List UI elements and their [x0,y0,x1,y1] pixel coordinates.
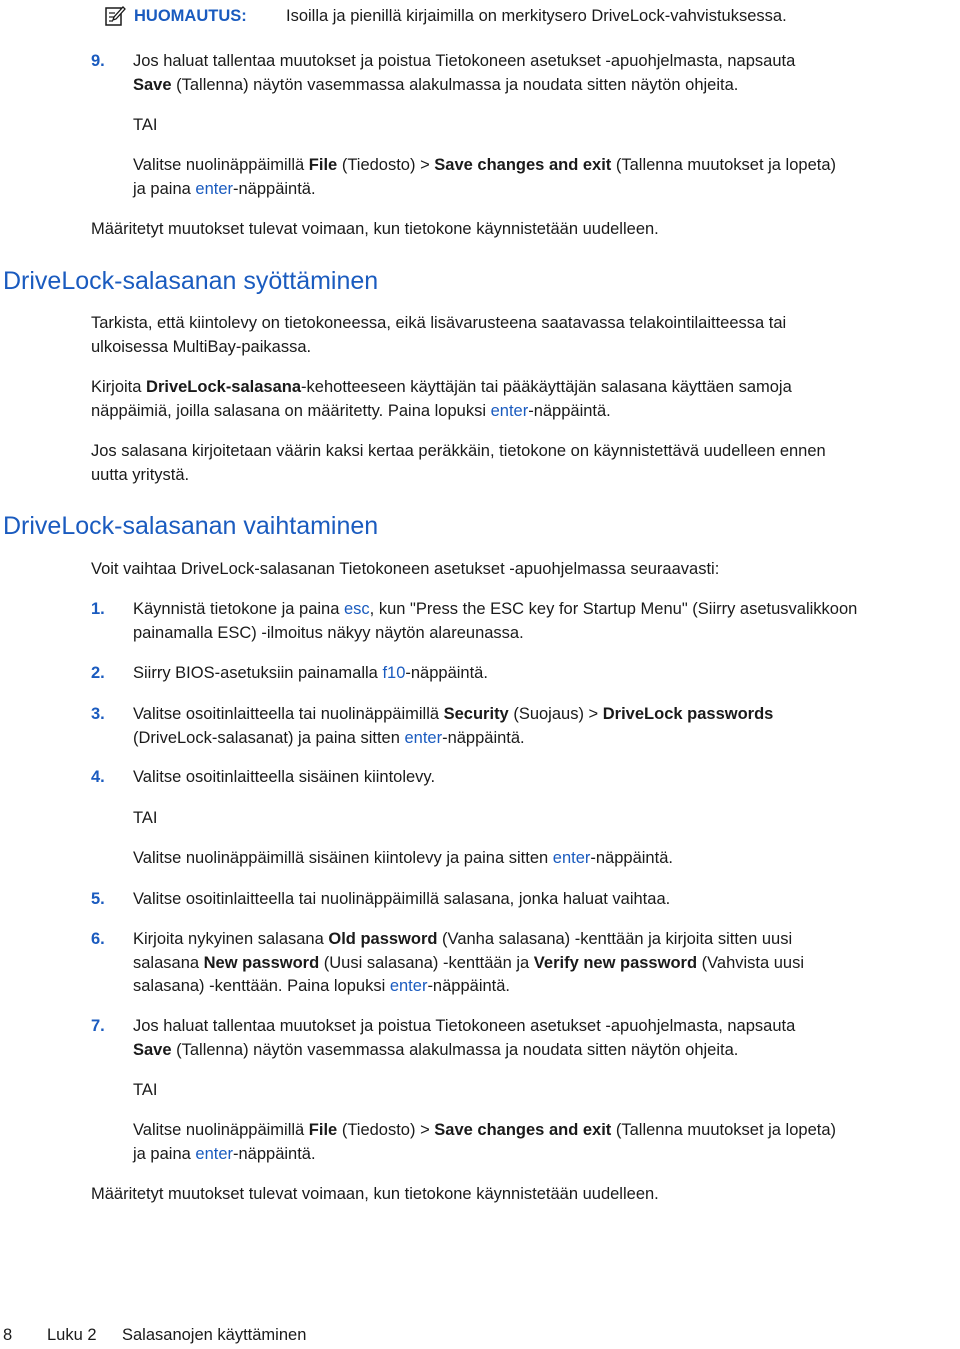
step-text: Save (Tallenna) näytön vasemmassa alakulmassa ja noudata sitten näytön ohjeita. [133,1041,739,1059]
step-text: salasana New password (Uusi salasana) -kenttään ja Verify new password (Vahvista uusi [133,954,805,972]
paragraph: ulkoisessa MultiBay-paikassa. [91,338,312,356]
or-label: TAI [133,116,158,134]
key-enter: enter [552,849,591,867]
key-f10: f10 [382,664,406,682]
step-number: 5. [91,890,105,908]
paragraph: uutta yritystä. [91,466,190,484]
note-text: Isoilla ja pienillä kirjaimilla on merkitysero DriveLock-vahvistuksessa. [286,7,787,25]
paragraph: Jos salasana kirjoitetaan väärin kaksi kertaa peräkkäin, tietokone on käynnistettävä uudelleen ennen [91,442,826,460]
key-enter: enter [490,402,529,420]
section-heading: DriveLock-salasanan syöttäminen [3,267,379,295]
step-text: Valitse osoitinlaitteella tai nuolinäppäimillä Security (Suojaus) > DriveLock passwords [133,705,774,723]
step-number: 9. [91,52,105,70]
section-heading: DriveLock-salasanan vaihtaminen [3,512,379,540]
paragraph: näppäimiä, joilla salasana on määritetty. Paina lopuksi enter-näppäintä. [91,402,611,420]
step-text: Valitse nuolinäppäimillä sisäinen kiintolevy ja paina sitten enter-näppäintä. [133,849,673,867]
step-text: Valitse osoitinlaitteella sisäinen kiintolevy. [133,768,436,786]
step-number: 7. [91,1017,105,1035]
step-number: 3. [91,705,105,723]
key-enter: enter [389,977,428,995]
note-label: HUOMAUTUS: [134,7,247,25]
step-number: 1. [91,600,105,618]
step-number: 4. [91,768,105,786]
step-text: painamalla ESC) -ilmoitus näkyy näytön alareunassa. [133,624,524,642]
step-text: Save (Tallenna) näytön vasemmassa alakulmassa ja noudata sitten näytön ohjeita. [133,76,739,94]
paragraph: Kirjoita DriveLock-salasana-kehotteeseen käyttäjän tai pääkäyttäjän salasana käyttäen samoja [91,378,792,396]
step-text: ja paina enter-näppäintä. [133,180,316,198]
step-text: Valitse osoitinlaitteella tai nuolinäppäimillä salasana, jonka haluat vaihtaa. [133,890,671,908]
step-text: Valitse nuolinäppäimillä File (Tiedosto) > Save changes and exit (Tallenna muutokset ja lopeta) [133,156,837,174]
step-text: Jos haluat tallentaa muutokset ja poistua Tietokoneen asetukset -apuohjelmasta, napsauta [133,1017,796,1035]
paragraph: Voit vaihtaa DriveLock-salasanan Tietokoneen asetukset -apuohjelmassa seuraavasti: [91,560,720,578]
or-label: TAI [133,809,158,827]
page-number: 8 [3,1326,13,1344]
step-text: salasana) -kenttään. Paina lopuksi enter-näppäintä. [133,977,511,995]
key-enter: enter [404,729,443,747]
chapter-title: Salasanojen käyttäminen [122,1326,307,1344]
paragraph: Määritetyt muutokset tulevat voimaan, kun tietokone käynnistetään uudelleen. [91,1185,659,1203]
paragraph: Määritetyt muutokset tulevat voimaan, kun tietokone käynnistetään uudelleen. [91,220,659,238]
step-number: 2. [91,664,105,682]
step-text: Siirry BIOS-asetuksiin painamalla f10-näppäintä. [133,664,488,682]
step-text: (DriveLock-salasanat) ja paina sitten enter-näppäintä. [133,729,525,747]
chapter-label: Luku 2 [47,1326,97,1344]
paragraph: Tarkista, että kiintolevy on tietokoneessa, eikä lisävarusteena saatavassa telakointilaitteessa tai [91,314,787,332]
key-enter: enter [195,180,233,198]
step-text: Jos haluat tallentaa muutokset ja poistua Tietokoneen asetukset -apuohjelmasta, napsauta [133,52,796,70]
note-pencil-icon [104,5,126,27]
key-enter: enter [195,1145,233,1163]
key-esc: esc [343,600,370,618]
step-text: Käynnistä tietokone ja paina esc, kun "Press the ESC key for Startup Menu" (Siirry asetusvalikkoon [133,600,858,618]
step-text: ja paina enter-näppäintä. [133,1145,316,1163]
step-number: 6. [91,930,105,948]
or-label: TAI [133,1081,158,1099]
step-text: Kirjoita nykyinen salasana Old password (Vanha salasana) -kenttään ja kirjoita sitten uusi [133,930,793,948]
step-text: Valitse nuolinäppäimillä File (Tiedosto) > Save changes and exit (Tallenna muutokset ja lopeta) [133,1121,837,1139]
